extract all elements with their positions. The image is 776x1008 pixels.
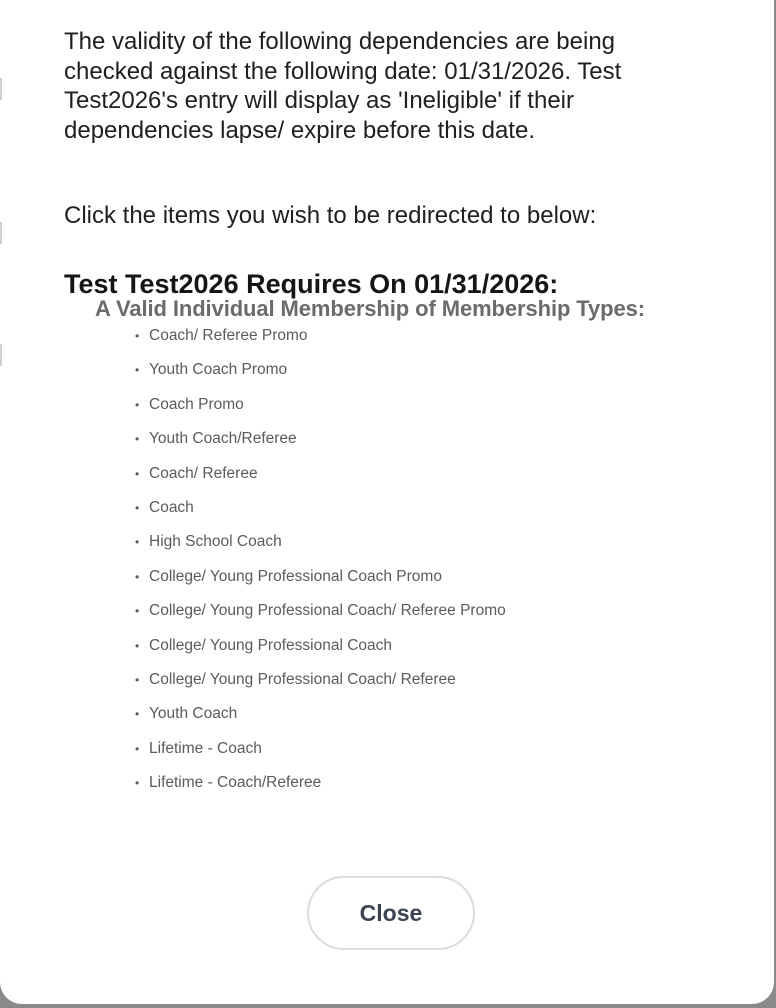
bullet-icon: • (135, 329, 140, 343)
membership-type-label: Coach/ Referee (149, 464, 258, 482)
membership-type-item[interactable] (135, 599, 704, 633)
membership-type-label: College/ Young Professional Coach/ Referee (149, 670, 456, 688)
membership-type-item[interactable] (135, 462, 704, 496)
bullet-icon: • (135, 638, 140, 653)
membership-type-item[interactable] (135, 324, 704, 358)
bullet-icon: • (135, 776, 140, 791)
membership-type-label: Youth Coach Promo (149, 361, 288, 379)
bullet-icon: • (135, 741, 140, 756)
membership-type-label: College/ Young Professional Coach Promo (149, 567, 442, 585)
membership-type-label: Youth Coach (149, 705, 238, 723)
membership-type-label: Lifetime - Coach (149, 739, 262, 757)
requirement-title: Test Test2026 Requires On 01/31/2026: (64, 269, 559, 299)
bullet-icon: • (135, 363, 140, 378)
membership-type-item[interactable] (135, 702, 704, 736)
membership-type-item[interactable] (135, 634, 704, 668)
membership-type-item[interactable] (135, 530, 704, 564)
background-edge (0, 344, 2, 366)
bullet-icon: • (135, 466, 140, 481)
membership-type-label: Lifetime - Coach/Referee (149, 774, 322, 792)
bullet-icon: • (135, 500, 140, 515)
membership-type-item[interactable] (135, 771, 704, 805)
membership-type-label: Coach Promo (149, 395, 244, 413)
requirement-subtitle: A Valid Individual Membership of Membership Types: (95, 296, 645, 321)
membership-type-label: Youth Coach/Referee (149, 430, 297, 448)
close-button[interactable]: Close (307, 876, 475, 950)
intro-text: The validity of the following dependencies are being checked against the following date: 01/31/2026. Test Test2026's entry will display as 'Ineligible' if their dependencies lapse/ expire before this date. (64, 28, 622, 144)
membership-type-item[interactable] (135, 393, 704, 427)
bullet-icon: • (135, 397, 140, 412)
bullet-icon: • (135, 432, 140, 447)
membership-type-label: College/ Young Professional Coach/ Referee Promo (149, 602, 506, 620)
membership-type-label: Coach/ Referee Promo (149, 327, 308, 344)
bullet-icon: • (135, 707, 140, 722)
instruction-text: Click the items you wish to be redirected to below: (64, 202, 597, 229)
bullet-icon: • (135, 672, 140, 687)
membership-type-item[interactable] (135, 358, 704, 392)
background-edge (0, 78, 2, 100)
dialog-body (64, 27, 704, 805)
membership-type-item[interactable] (135, 496, 704, 530)
membership-type-item[interactable] (135, 427, 704, 461)
background-edge (0, 222, 2, 244)
membership-type-list (64, 324, 704, 805)
membership-type-label: High School Coach (149, 533, 282, 551)
bullet-icon: • (135, 535, 140, 550)
membership-type-item[interactable] (135, 668, 704, 702)
bullet-icon: • (135, 604, 140, 619)
membership-type-item[interactable] (135, 737, 704, 771)
membership-type-item[interactable] (135, 565, 704, 599)
membership-type-label: College/ Young Professional Coach (149, 636, 393, 654)
membership-type-label: Coach (149, 498, 194, 516)
bullet-icon: • (135, 569, 140, 584)
